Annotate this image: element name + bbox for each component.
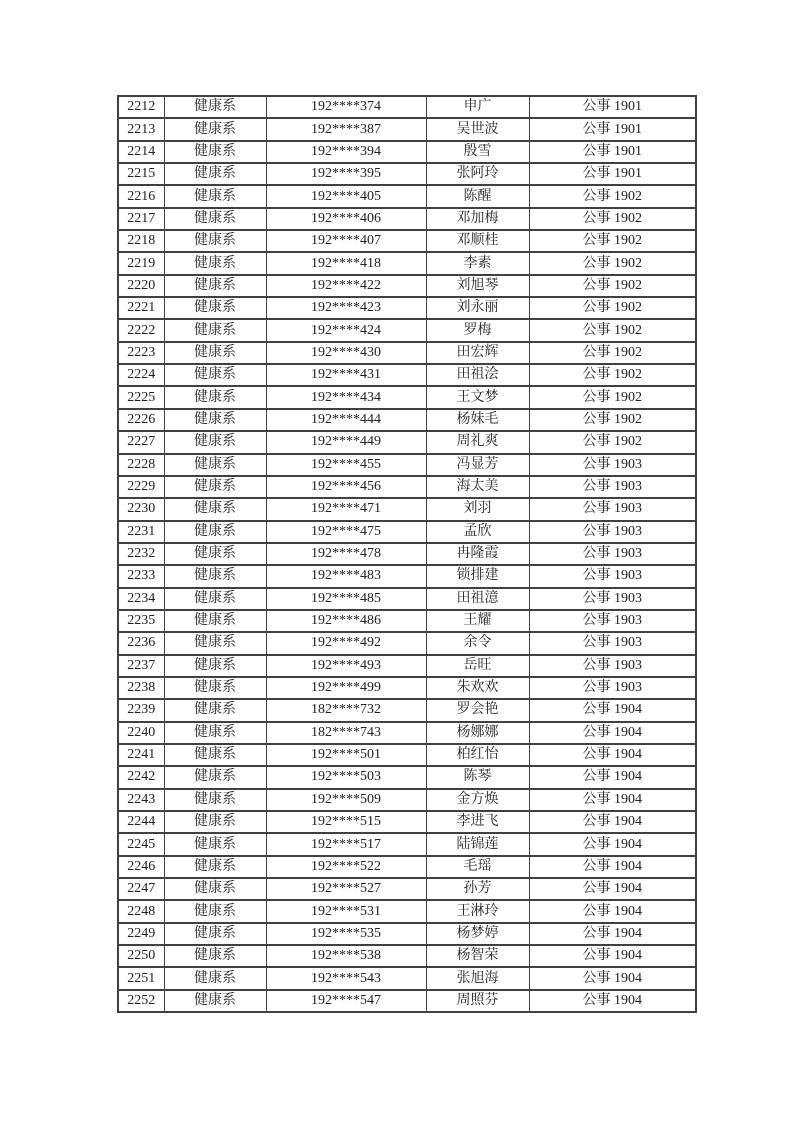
class-cell: 公事 1903 <box>529 498 696 520</box>
phone-cell: 192****430 <box>266 342 426 364</box>
class-cell: 公事 1904 <box>529 789 696 811</box>
class-cell: 公事 1902 <box>529 386 696 408</box>
table-row <box>118 588 696 610</box>
class-cell: 公事 1904 <box>529 699 696 721</box>
serial-cell: 2213 <box>118 118 164 140</box>
phone-cell: 192****455 <box>266 454 426 476</box>
class-cell: 公事 1902 <box>529 297 696 319</box>
class-cell: 公事 1903 <box>529 677 696 699</box>
name-cell: 毛瑶 <box>426 856 529 878</box>
department-cell: 健康系 <box>164 297 266 319</box>
serial-cell: 2221 <box>118 297 164 319</box>
table-row <box>118 632 696 654</box>
department-cell: 健康系 <box>164 364 266 386</box>
name-cell: 周礼爽 <box>426 431 529 453</box>
table-row <box>118 185 696 207</box>
phone-cell: 192****509 <box>266 789 426 811</box>
name-cell: 朱欢欢 <box>426 677 529 699</box>
serial-cell: 2225 <box>118 386 164 408</box>
serial-cell: 2231 <box>118 521 164 543</box>
class-cell: 公事 1902 <box>529 409 696 431</box>
class-cell: 公事 1902 <box>529 185 696 207</box>
department-cell: 健康系 <box>164 208 266 230</box>
table-row <box>118 163 696 185</box>
name-cell: 殷雪 <box>426 141 529 163</box>
name-cell: 陈琴 <box>426 766 529 788</box>
department-cell: 健康系 <box>164 431 266 453</box>
serial-cell: 2250 <box>118 945 164 967</box>
table-row <box>118 364 696 386</box>
department-cell: 健康系 <box>164 476 266 498</box>
phone-cell: 192****434 <box>266 386 426 408</box>
serial-cell: 2224 <box>118 364 164 386</box>
department-cell: 健康系 <box>164 766 266 788</box>
phone-cell: 192****531 <box>266 900 426 922</box>
class-cell: 公事 1901 <box>529 118 696 140</box>
phone-cell: 192****493 <box>266 655 426 677</box>
table-row <box>118 342 696 364</box>
phone-cell: 192****538 <box>266 945 426 967</box>
name-cell: 刘永丽 <box>426 297 529 319</box>
name-cell: 杨智荣 <box>426 945 529 967</box>
serial-cell: 2238 <box>118 677 164 699</box>
serial-cell: 2235 <box>118 610 164 632</box>
table-row <box>118 565 696 587</box>
department-cell: 健康系 <box>164 699 266 721</box>
class-cell: 公事 1903 <box>529 543 696 565</box>
name-cell: 陈醒 <box>426 185 529 207</box>
phone-cell: 192****423 <box>266 297 426 319</box>
phone-cell: 192****483 <box>266 565 426 587</box>
name-cell: 冉隆霞 <box>426 543 529 565</box>
serial-cell: 2217 <box>118 208 164 230</box>
department-cell: 健康系 <box>164 722 266 744</box>
department-cell: 健康系 <box>164 789 266 811</box>
class-cell: 公事 1904 <box>529 744 696 766</box>
table-row <box>118 856 696 878</box>
phone-cell: 192****407 <box>266 230 426 252</box>
class-cell: 公事 1903 <box>529 655 696 677</box>
serial-cell: 2229 <box>118 476 164 498</box>
department-cell: 健康系 <box>164 565 266 587</box>
serial-cell: 2247 <box>118 878 164 900</box>
phone-cell: 192****406 <box>266 208 426 230</box>
department-cell: 健康系 <box>164 163 266 185</box>
class-cell: 公事 1904 <box>529 878 696 900</box>
serial-cell: 2239 <box>118 699 164 721</box>
class-cell: 公事 1904 <box>529 856 696 878</box>
name-cell: 海太美 <box>426 476 529 498</box>
class-cell: 公事 1902 <box>529 252 696 274</box>
class-cell: 公事 1902 <box>529 342 696 364</box>
table-row <box>118 118 696 140</box>
table-row <box>118 386 696 408</box>
class-cell: 公事 1901 <box>529 96 696 118</box>
table-row <box>118 990 696 1012</box>
department-cell: 健康系 <box>164 856 266 878</box>
phone-cell: 192****535 <box>266 923 426 945</box>
department-cell: 健康系 <box>164 275 266 297</box>
department-cell: 健康系 <box>164 990 266 1012</box>
serial-cell: 2243 <box>118 789 164 811</box>
table-row <box>118 610 696 632</box>
department-cell: 健康系 <box>164 543 266 565</box>
class-cell: 公事 1903 <box>529 521 696 543</box>
serial-cell: 2220 <box>118 275 164 297</box>
phone-cell: 192****395 <box>266 163 426 185</box>
table-row <box>118 208 696 230</box>
phone-cell: 182****732 <box>266 699 426 721</box>
serial-cell: 2232 <box>118 543 164 565</box>
class-cell: 公事 1902 <box>529 208 696 230</box>
class-cell: 公事 1904 <box>529 900 696 922</box>
serial-cell: 2251 <box>118 967 164 989</box>
serial-cell: 2218 <box>118 230 164 252</box>
class-cell: 公事 1903 <box>529 565 696 587</box>
phone-cell: 192****547 <box>266 990 426 1012</box>
roster-table-body <box>118 96 696 1012</box>
table-row <box>118 766 696 788</box>
department-cell: 健康系 <box>164 319 266 341</box>
phone-cell: 192****424 <box>266 319 426 341</box>
roster-table <box>117 95 697 1013</box>
table-row <box>118 677 696 699</box>
serial-cell: 2233 <box>118 565 164 587</box>
department-cell: 健康系 <box>164 900 266 922</box>
table-row <box>118 900 696 922</box>
phone-cell: 192****456 <box>266 476 426 498</box>
phone-cell: 192****405 <box>266 185 426 207</box>
name-cell: 邓加梅 <box>426 208 529 230</box>
serial-cell: 2242 <box>118 766 164 788</box>
phone-cell: 192****387 <box>266 118 426 140</box>
class-cell: 公事 1902 <box>529 431 696 453</box>
class-cell: 公事 1904 <box>529 923 696 945</box>
phone-cell: 192****475 <box>266 521 426 543</box>
table-row <box>118 811 696 833</box>
department-cell: 健康系 <box>164 610 266 632</box>
department-cell: 健康系 <box>164 141 266 163</box>
table-row <box>118 275 696 297</box>
name-cell: 邓顺桂 <box>426 230 529 252</box>
class-cell: 公事 1904 <box>529 811 696 833</box>
department-cell: 健康系 <box>164 677 266 699</box>
name-cell: 申广 <box>426 96 529 118</box>
class-cell: 公事 1901 <box>529 163 696 185</box>
name-cell: 田祖浍 <box>426 364 529 386</box>
serial-cell: 2241 <box>118 744 164 766</box>
phone-cell: 192****485 <box>266 588 426 610</box>
serial-cell: 2228 <box>118 454 164 476</box>
department-cell: 健康系 <box>164 833 266 855</box>
department-cell: 健康系 <box>164 811 266 833</box>
department-cell: 健康系 <box>164 409 266 431</box>
name-cell: 张阿玲 <box>426 163 529 185</box>
department-cell: 健康系 <box>164 632 266 654</box>
table-row <box>118 431 696 453</box>
serial-cell: 2237 <box>118 655 164 677</box>
name-cell: 罗梅 <box>426 319 529 341</box>
phone-cell: 192****522 <box>266 856 426 878</box>
table-row <box>118 789 696 811</box>
department-cell: 健康系 <box>164 185 266 207</box>
department-cell: 健康系 <box>164 498 266 520</box>
table-row <box>118 833 696 855</box>
serial-cell: 2236 <box>118 632 164 654</box>
department-cell: 健康系 <box>164 230 266 252</box>
phone-cell: 192****501 <box>266 744 426 766</box>
serial-cell: 2244 <box>118 811 164 833</box>
department-cell: 健康系 <box>164 521 266 543</box>
serial-cell: 2246 <box>118 856 164 878</box>
phone-cell: 192****492 <box>266 632 426 654</box>
class-cell: 公事 1902 <box>529 319 696 341</box>
name-cell: 田宏辉 <box>426 342 529 364</box>
table-row <box>118 230 696 252</box>
name-cell: 刘旭琴 <box>426 275 529 297</box>
name-cell: 李进飞 <box>426 811 529 833</box>
class-cell: 公事 1903 <box>529 476 696 498</box>
serial-cell: 2252 <box>118 990 164 1012</box>
serial-cell: 2248 <box>118 900 164 922</box>
table-row <box>118 454 696 476</box>
class-cell: 公事 1904 <box>529 967 696 989</box>
serial-cell: 2219 <box>118 252 164 274</box>
table-row <box>118 252 696 274</box>
class-cell: 公事 1903 <box>529 588 696 610</box>
department-cell: 健康系 <box>164 342 266 364</box>
phone-cell: 192****499 <box>266 677 426 699</box>
phone-cell: 192****431 <box>266 364 426 386</box>
name-cell: 王文梦 <box>426 386 529 408</box>
serial-cell: 2214 <box>118 141 164 163</box>
serial-cell: 2227 <box>118 431 164 453</box>
department-cell: 健康系 <box>164 588 266 610</box>
serial-cell: 2240 <box>118 722 164 744</box>
name-cell: 孙芳 <box>426 878 529 900</box>
table-row <box>118 923 696 945</box>
name-cell: 锁排建 <box>426 565 529 587</box>
name-cell: 吴世波 <box>426 118 529 140</box>
class-cell: 公事 1903 <box>529 632 696 654</box>
table-row <box>118 543 696 565</box>
table-row <box>118 521 696 543</box>
phone-cell: 192****527 <box>266 878 426 900</box>
serial-cell: 2234 <box>118 588 164 610</box>
table-row <box>118 141 696 163</box>
class-cell: 公事 1903 <box>529 454 696 476</box>
phone-cell: 192****394 <box>266 141 426 163</box>
class-cell: 公事 1901 <box>529 141 696 163</box>
department-cell: 健康系 <box>164 878 266 900</box>
serial-cell: 2249 <box>118 923 164 945</box>
serial-cell: 2212 <box>118 96 164 118</box>
serial-cell: 2230 <box>118 498 164 520</box>
class-cell: 公事 1902 <box>529 364 696 386</box>
serial-cell: 2215 <box>118 163 164 185</box>
phone-cell: 192****471 <box>266 498 426 520</box>
class-cell: 公事 1904 <box>529 722 696 744</box>
table-row <box>118 722 696 744</box>
name-cell: 岳旺 <box>426 655 529 677</box>
department-cell: 健康系 <box>164 945 266 967</box>
table-row <box>118 476 696 498</box>
table-row <box>118 319 696 341</box>
name-cell: 杨妹毛 <box>426 409 529 431</box>
phone-cell: 192****444 <box>266 409 426 431</box>
class-cell: 公事 1903 <box>529 610 696 632</box>
class-cell: 公事 1904 <box>529 833 696 855</box>
phone-cell: 192****478 <box>266 543 426 565</box>
phone-cell: 192****517 <box>266 833 426 855</box>
serial-cell: 2226 <box>118 409 164 431</box>
name-cell: 金方焕 <box>426 789 529 811</box>
name-cell: 孟欣 <box>426 521 529 543</box>
table-row <box>118 96 696 118</box>
serial-cell: 2216 <box>118 185 164 207</box>
table-row <box>118 409 696 431</box>
name-cell: 罗会艳 <box>426 699 529 721</box>
name-cell: 王耀 <box>426 610 529 632</box>
table-row <box>118 699 696 721</box>
phone-cell: 182****743 <box>266 722 426 744</box>
department-cell: 健康系 <box>164 923 266 945</box>
department-cell: 健康系 <box>164 655 266 677</box>
table-row <box>118 498 696 520</box>
class-cell: 公事 1904 <box>529 766 696 788</box>
name-cell: 陆锦莲 <box>426 833 529 855</box>
serial-cell: 2222 <box>118 319 164 341</box>
phone-cell: 192****486 <box>266 610 426 632</box>
phone-cell: 192****422 <box>266 275 426 297</box>
class-cell: 公事 1904 <box>529 990 696 1012</box>
name-cell: 刘羽 <box>426 498 529 520</box>
class-cell: 公事 1902 <box>529 275 696 297</box>
table-row <box>118 655 696 677</box>
name-cell: 周照芬 <box>426 990 529 1012</box>
phone-cell: 192****503 <box>266 766 426 788</box>
serial-cell: 2245 <box>118 833 164 855</box>
name-cell: 柏红怡 <box>426 744 529 766</box>
phone-cell: 192****543 <box>266 967 426 989</box>
name-cell: 杨梦婷 <box>426 923 529 945</box>
table-row <box>118 878 696 900</box>
name-cell: 王淋玲 <box>426 900 529 922</box>
department-cell: 健康系 <box>164 96 266 118</box>
name-cell: 余令 <box>426 632 529 654</box>
table-row <box>118 945 696 967</box>
name-cell: 张旭海 <box>426 967 529 989</box>
department-cell: 健康系 <box>164 744 266 766</box>
phone-cell: 192****515 <box>266 811 426 833</box>
phone-cell: 192****374 <box>266 96 426 118</box>
phone-cell: 192****449 <box>266 431 426 453</box>
class-cell: 公事 1902 <box>529 230 696 252</box>
department-cell: 健康系 <box>164 967 266 989</box>
department-cell: 健康系 <box>164 454 266 476</box>
name-cell: 田祖澺 <box>426 588 529 610</box>
department-cell: 健康系 <box>164 252 266 274</box>
class-cell: 公事 1904 <box>529 945 696 967</box>
table-row <box>118 297 696 319</box>
name-cell: 杨娜娜 <box>426 722 529 744</box>
table-row <box>118 967 696 989</box>
name-cell: 冯显芳 <box>426 454 529 476</box>
department-cell: 健康系 <box>164 386 266 408</box>
phone-cell: 192****418 <box>266 252 426 274</box>
table-row <box>118 744 696 766</box>
serial-cell: 2223 <box>118 342 164 364</box>
department-cell: 健康系 <box>164 118 266 140</box>
name-cell: 李素 <box>426 252 529 274</box>
